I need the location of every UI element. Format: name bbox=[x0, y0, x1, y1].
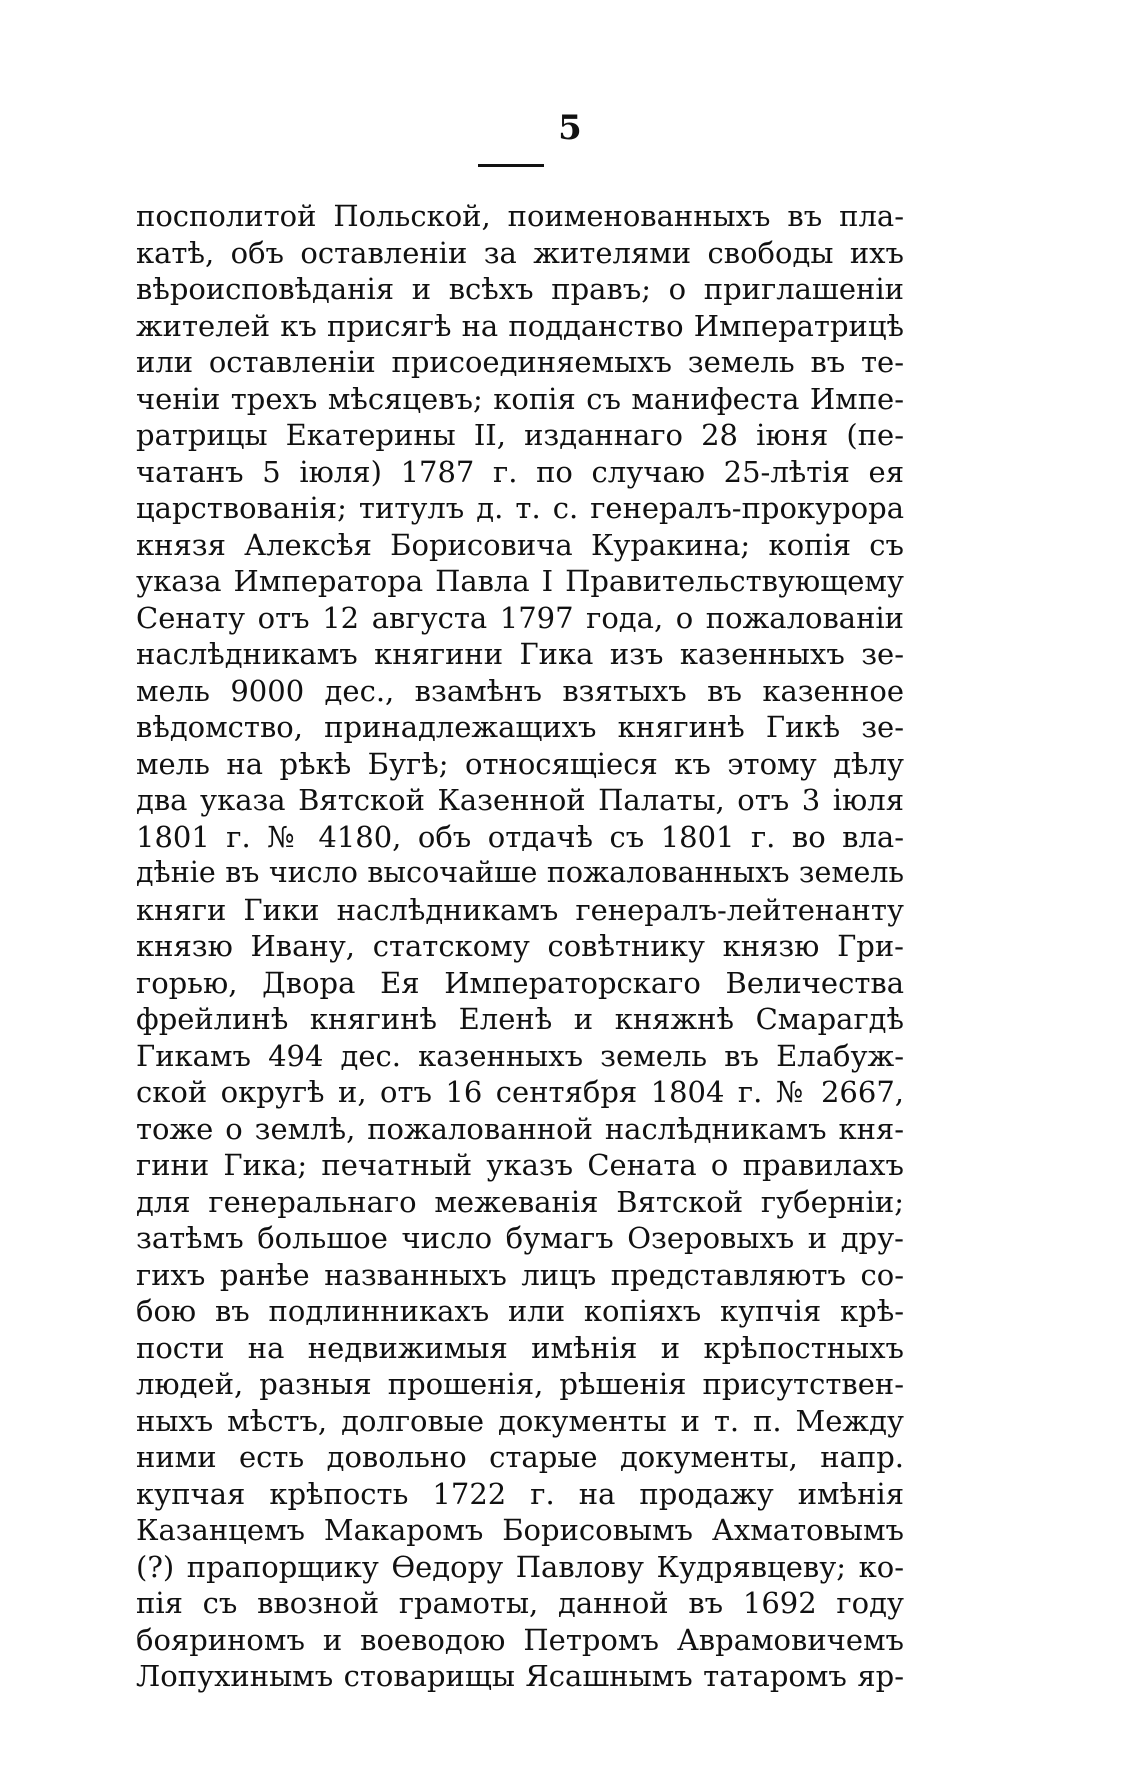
text-line: наслѣдникамъ княгини Гика изъ казенныхъ зе- bbox=[136, 637, 904, 671]
text-line: княги Гики наслѣдникамъ генералъ-лейтенанту bbox=[136, 892, 904, 927]
text-line: пости на недвижимыя имѣнія и крѣпостныхъ bbox=[136, 1330, 904, 1365]
text-line: вѣроисповѣданія и всѣхъ правъ; о приглашеніи bbox=[136, 272, 904, 306]
text-line: купчая крѣпость 1722 г. на продажу имѣнія bbox=[136, 1476, 904, 1511]
text-line: дѣніе въ число высочайше пожалованныхъ земель bbox=[136, 856, 904, 889]
text-line: пія съ ввозной грамоты, данной въ 1692 году bbox=[136, 1586, 904, 1620]
text-line: царствованія; титулъ д. т. с. генералъ-прокурора bbox=[136, 491, 904, 525]
text-line: ними есть довольно старые документы, напр. bbox=[136, 1440, 904, 1474]
text-line: ской округѣ и, отъ 16 сентября 1804 г. № 2667, bbox=[136, 1075, 904, 1109]
text-line: затѣмъ большое число бумагъ Озеровыхъ и дру- bbox=[136, 1221, 904, 1255]
page-number: 5 bbox=[558, 108, 582, 148]
text-line: людей, разныя прошенія, рѣшенія присутствен- bbox=[136, 1367, 904, 1401]
text-line: ратрицы Екатерины II, изданнаго 28 іюня (пе- bbox=[136, 418, 904, 452]
text-line: посполитой Польской, поименованныхъ въ пла- bbox=[136, 199, 904, 233]
text-line: ченіи трехъ мѣсяцевъ; копія съ манифеста Импе- bbox=[136, 381, 904, 416]
text-line: Сенату отъ 12 августа 1797 года, о пожалованіи bbox=[136, 600, 904, 635]
text-line: тоже о землѣ, пожалованной наслѣдникамъ кня- bbox=[136, 1111, 904, 1146]
text-line: князю Ивану, статскому совѣтнику князю Гри- bbox=[136, 929, 904, 963]
text-line: чатанъ 5 іюля) 1787 г. по случаю 25-лѣтія ея bbox=[136, 454, 904, 489]
text-line: бояриномъ и воеводою Петромъ Аврамовичемъ bbox=[136, 1622, 904, 1657]
text-line: мель 9000 дес., взамѣнъ взятыхъ въ казенное bbox=[136, 673, 904, 708]
text-line: мель на рѣкѣ Бугѣ; относящіеся къ этому дѣлу bbox=[136, 746, 904, 781]
text-line: Лопухинымъ стоварищы Ясашнымъ татаромъ яр- bbox=[136, 1659, 904, 1693]
text-line: ныхъ мѣстъ, долговые документы и т. п. Между bbox=[136, 1403, 904, 1438]
text-line: указа Императора Павла I Правительствующему bbox=[136, 564, 904, 598]
text-line: (?) прапорщику Өедору Павлову Кудрявцеву; ко- bbox=[136, 1549, 904, 1584]
text-line: или оставленіи присоединяемыхъ земель въ те- bbox=[136, 345, 904, 379]
text-line: для генеральнаго межеванія Вятской губерніи; bbox=[136, 1184, 904, 1219]
page-number-underline bbox=[478, 164, 544, 167]
text-line: гихъ ранѣе названныхъ лицъ представляютъ со- bbox=[136, 1257, 904, 1292]
text-line: гини Гика; печатный указъ Сената о правилахъ bbox=[136, 1148, 904, 1182]
text-line: князя Алексѣя Борисовича Куракина; копія съ bbox=[136, 527, 904, 562]
text-line: бою въ подлинникахъ или копіяхъ купчія крѣ- bbox=[136, 1294, 904, 1328]
text-line: Гикамъ 494 дес. казенныхъ земель въ Елабуж- bbox=[136, 1038, 904, 1073]
text-line: 1801 г. № 4180, объ отдачѣ съ 1801 г. во вла- bbox=[136, 819, 904, 854]
text-line: Казанцемъ Макаромъ Борисовымъ Ахматовымъ bbox=[136, 1513, 904, 1547]
body-text bbox=[136, 198, 904, 1695]
text-line: горью, Двора Ея Императорскаго Величества bbox=[136, 965, 904, 1000]
text-line: фрейлинѣ княгинѣ Еленѣ и княжнѣ Смарагдѣ bbox=[136, 1002, 904, 1036]
text-line: катѣ, объ оставленіи за жителями свободы ихъ bbox=[136, 235, 904, 270]
text-line: два указа Вятской Казенной Палаты, отъ 3 іюля bbox=[136, 783, 904, 817]
text-line: вѣдомство, принадлежащихъ княгинѣ Гикѣ зе- bbox=[136, 710, 904, 744]
text-line: жителей къ присягѣ на подданство Императрицѣ bbox=[136, 308, 904, 343]
